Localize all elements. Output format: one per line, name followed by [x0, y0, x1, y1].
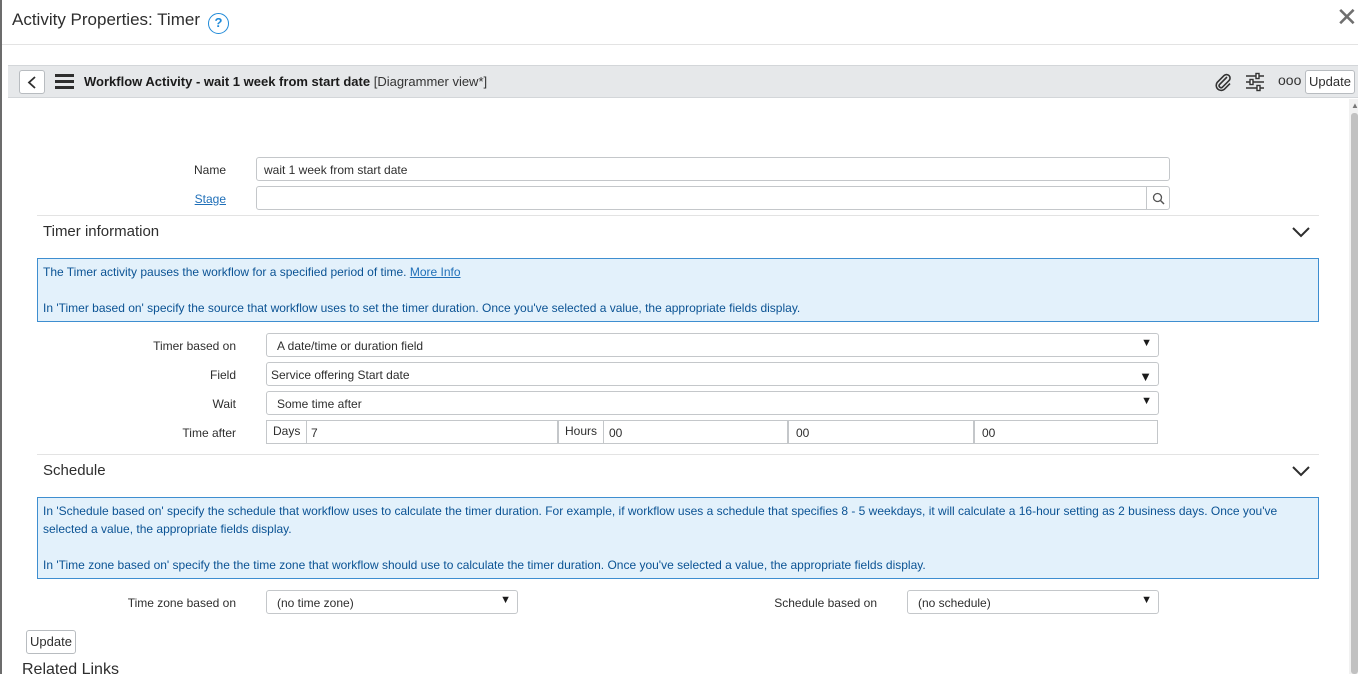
search-icon — [1152, 192, 1165, 205]
wait-select[interactable]: Some time after ▼ — [266, 391, 1159, 415]
schedule-section-title: Schedule — [43, 462, 106, 479]
schedule-select[interactable]: (no schedule) ▼ — [907, 590, 1159, 614]
question-circle-icon[interactable]: ? — [208, 13, 229, 34]
time-zone-select[interactable]: (no time zone) ▼ — [266, 590, 518, 614]
update-button-top[interactable]: Update — [1305, 70, 1355, 94]
days-field[interactable] — [266, 420, 558, 444]
form-header-bar — [8, 65, 1358, 98]
settings-sliders-icon[interactable] — [1245, 72, 1265, 92]
schedule-info-text-2: In 'Time zone based on' specify the the time zone that workflow should use to calculate the timer duration. Once you've selected a value, the appropriate fields display. — [43, 558, 926, 572]
scrollbar-thumb[interactable] — [1351, 113, 1358, 674]
stage-input[interactable] — [256, 186, 1147, 210]
timer-info-text: The Timer activity pauses the workflow for a specified period of time. — [43, 265, 407, 279]
form-title — [84, 74, 487, 89]
form-title-record: Workflow Activity - wait 1 week from start date — [84, 74, 371, 89]
time-after-label: Time after — [182, 426, 236, 440]
close-icon[interactable]: ✕ — [1336, 2, 1358, 32]
paperclip-icon[interactable] — [1213, 72, 1233, 92]
hamburger-menu-icon[interactable] — [55, 74, 74, 89]
hours-value: 00 — [609, 426, 623, 440]
window-edge — [0, 0, 2, 674]
schedule-label: Schedule based on — [774, 596, 877, 610]
schedule-info-text: In 'Schedule based on' specify the schedule that workflow uses to calculate the timer duration. For example, if workflow uses a schedule that specifies 8 - 5 weekdays, it will calculate a 16-hour setting as 2 business days. Once you've selected a value, the appropriate fields display. — [43, 504, 1278, 536]
scroll-up-arrow-icon[interactable]: ▲ — [1351, 101, 1359, 110]
related-links-heading: Related Links — [22, 661, 119, 678]
days-value: 7 — [311, 426, 318, 440]
field-label: Field — [209, 368, 236, 382]
field-select[interactable]: Service offering Start date ▼ — [266, 362, 1159, 386]
name-input[interactable]: wait 1 week from start date — [256, 157, 1170, 181]
wait-label: Wait — [212, 397, 236, 411]
stage-label[interactable]: Stage — [194, 192, 226, 206]
minutes-field[interactable] — [788, 420, 974, 444]
title-divider — [2, 44, 1358, 45]
timer-section-title: Timer information — [43, 223, 160, 240]
stage-lookup-button[interactable] — [1146, 186, 1170, 210]
name-label: Name — [193, 163, 226, 177]
hours-field[interactable] — [558, 420, 788, 444]
days-label: Days — [267, 421, 307, 443]
minutes-value: 00 — [796, 426, 810, 440]
chevron-left-icon — [27, 76, 37, 89]
back-button[interactable] — [19, 70, 45, 94]
more-info-link[interactable]: More Info — [409, 265, 461, 279]
timer-info-text-2: In 'Timer based on' specify the source that workflow uses to set the timer duration. Once you've selected a value, the appropriate fields display. — [43, 301, 801, 315]
timer-info-box — [37, 258, 1319, 322]
seconds-value: 00 — [982, 426, 996, 440]
form-title-view: [Diagrammer view*] — [373, 74, 488, 89]
timer-based-on-label: Timer based on — [153, 339, 236, 353]
seconds-field[interactable] — [974, 420, 1158, 444]
chevron-down-icon[interactable] — [1291, 465, 1311, 477]
timer-based-on-select[interactable]: A date/time or duration field ▼ — [266, 333, 1159, 357]
time-zone-label: Time zone based on — [127, 596, 236, 610]
dialog-title: Activity Properties: Timer — [12, 10, 200, 29]
schedule-info-box — [37, 497, 1319, 579]
section-divider — [37, 215, 1319, 216]
hours-label: Hours — [559, 421, 604, 443]
more-options-icon[interactable]: ooo — [1278, 72, 1302, 88]
section-divider — [37, 454, 1319, 455]
update-button-bottom[interactable]: Update — [26, 630, 76, 654]
chevron-down-icon[interactable] — [1291, 226, 1311, 238]
